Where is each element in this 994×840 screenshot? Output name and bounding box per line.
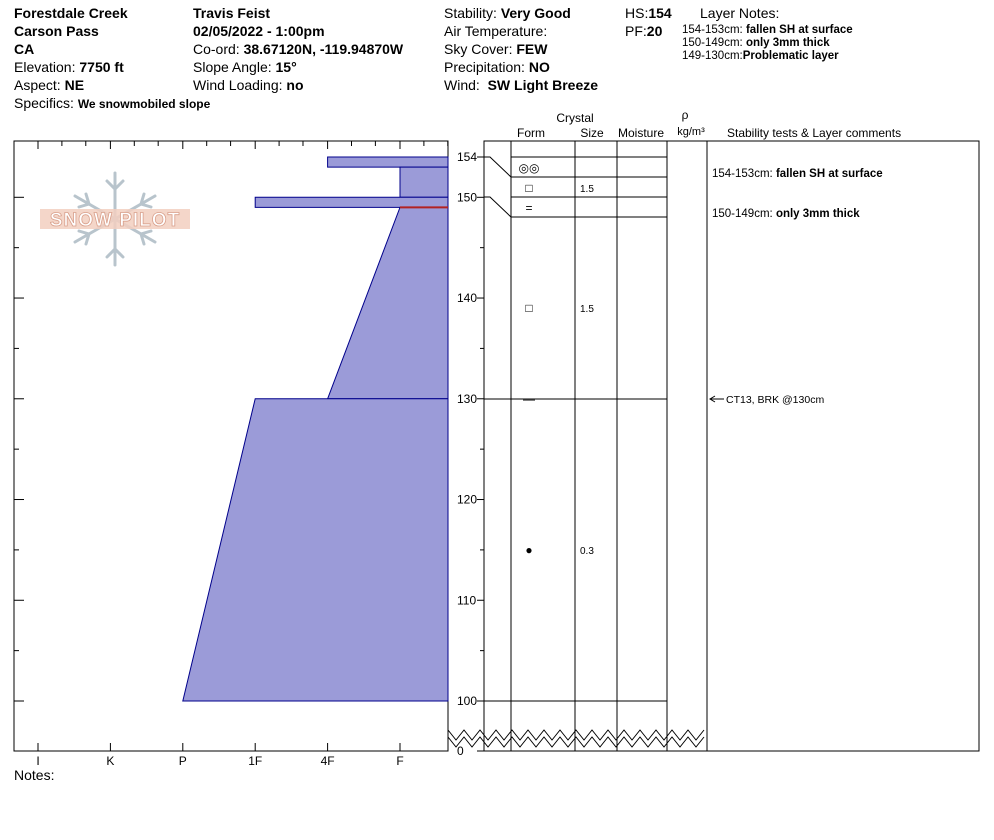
- layer-comment: CT13, BRK @130cm: [726, 394, 825, 406]
- grain-size: 1.5: [580, 304, 594, 315]
- stability-value: Very Good: [500, 5, 571, 21]
- axis-break-zigzag: [448, 730, 704, 747]
- wind-label: Wind:: [444, 77, 480, 93]
- height-connector: [484, 197, 511, 217]
- wind-loading-value: no: [286, 77, 304, 93]
- precip-value: NO: [528, 59, 550, 75]
- grain-form-symbol: =: [525, 201, 533, 215]
- pf-value: 20: [646, 23, 663, 39]
- hardness-tick-label: F: [396, 754, 404, 768]
- form-header: Form: [517, 126, 545, 140]
- comments-header: Stability tests & Layer comments: [727, 126, 902, 140]
- moisture-header: Moisture: [617, 126, 665, 140]
- sky-label: Sky Cover:: [444, 41, 513, 57]
- height-tick-label: 154: [457, 150, 478, 164]
- datetime: 02/05/2022 - 1:00pm: [193, 23, 325, 39]
- slope-label: Slope Angle:: [193, 59, 272, 75]
- density-unit-header: kg/m³: [677, 126, 705, 138]
- comment-rows: [710, 168, 883, 406]
- layer-note-text: only 3mm thick: [745, 37, 830, 49]
- height-connector: [484, 157, 511, 177]
- height-tick-label: 130: [457, 391, 478, 406]
- grain-form-symbol: ◎◎: [518, 161, 540, 175]
- layer-note-text: fallen SH at surface: [745, 24, 853, 36]
- elevation-value: 7750 ft: [79, 59, 124, 75]
- height-tick-label: 120: [457, 492, 478, 507]
- sky-value: FEW: [516, 41, 548, 57]
- height-tick-label: 100: [457, 694, 478, 708]
- layer-note-range: 154-153cm:: [682, 24, 743, 36]
- hs-label: HS:: [625, 5, 649, 21]
- hardness-tick-label: I: [36, 754, 40, 768]
- stability-label: Stability:: [444, 5, 497, 21]
- hardness-tick-label: K: [106, 754, 115, 768]
- precip-label: Precipitation:: [444, 59, 525, 75]
- observer-name: Travis Feist: [193, 5, 271, 21]
- grain-form-symbol: ●: [525, 543, 533, 557]
- rho-header: ρ: [681, 108, 689, 122]
- slope-value: 15°: [275, 59, 297, 75]
- wind-value: SW Light Breeze: [487, 77, 599, 93]
- crystal-header: Crystal: [556, 111, 594, 125]
- grain-size: 1.5: [580, 184, 594, 195]
- hardness-panel: [14, 141, 448, 768]
- hardness-layer-bar: [255, 197, 448, 207]
- layer-note-range: 150-149cm:: [682, 37, 743, 49]
- layer-notes-title: Layer Notes:: [700, 5, 780, 21]
- layer-note-range: 149-130cm:: [682, 50, 743, 62]
- height-axis: [457, 141, 484, 758]
- range-name: Carson Pass: [14, 23, 99, 39]
- grain-form-symbol: □: [525, 301, 533, 315]
- grain-size: 0.3: [580, 546, 594, 557]
- layer-comment: 150-149cm: only 3mm thick: [712, 208, 860, 220]
- layer-note-text: Problematic layer: [742, 50, 839, 62]
- size-header: Size: [580, 126, 604, 140]
- hardness-tick-label: 4F: [320, 754, 335, 768]
- height-tick-label: 110: [457, 593, 477, 608]
- specifics-label: Specifics:: [14, 95, 74, 111]
- hardness-tick-label: 1F: [248, 754, 263, 768]
- coord-label: Co-ord:: [193, 41, 240, 57]
- air-temp-label: Air Temperature:: [444, 23, 548, 39]
- wind-loading-label: Wind Loading:: [193, 77, 283, 93]
- hardness-layer-bar: [328, 157, 448, 167]
- hs-value: 154: [648, 5, 672, 21]
- state-name: CA: [14, 41, 35, 57]
- height-tick-label: 0: [457, 744, 464, 758]
- table-frame: [484, 141, 979, 751]
- specifics-value: We snowmobiled slope: [77, 97, 211, 111]
- height-tick-label: 150: [457, 190, 478, 205]
- elevation-label: Elevation:: [14, 59, 76, 75]
- grain-table: [484, 108, 979, 751]
- logo-text: SNOW PILOT: [49, 210, 181, 231]
- layer-comment: 154-153cm: fallen SH at surface: [712, 168, 883, 180]
- coord-value: 38.67120N, -119.94870W: [243, 41, 404, 57]
- grain-form-symbol: □: [525, 181, 533, 195]
- hardness-layer-bar: [400, 167, 448, 197]
- aspect-label: Aspect:: [14, 77, 61, 93]
- grain-form-symbol: —: [523, 392, 535, 406]
- hardness-tick-label: P: [178, 754, 187, 768]
- notes-label: Notes:: [14, 767, 55, 783]
- pf-label: PF:: [625, 23, 647, 39]
- location-name: Forestdale Creek: [14, 5, 128, 21]
- height-tick-label: 140: [457, 291, 478, 306]
- aspect-value: NE: [64, 77, 85, 93]
